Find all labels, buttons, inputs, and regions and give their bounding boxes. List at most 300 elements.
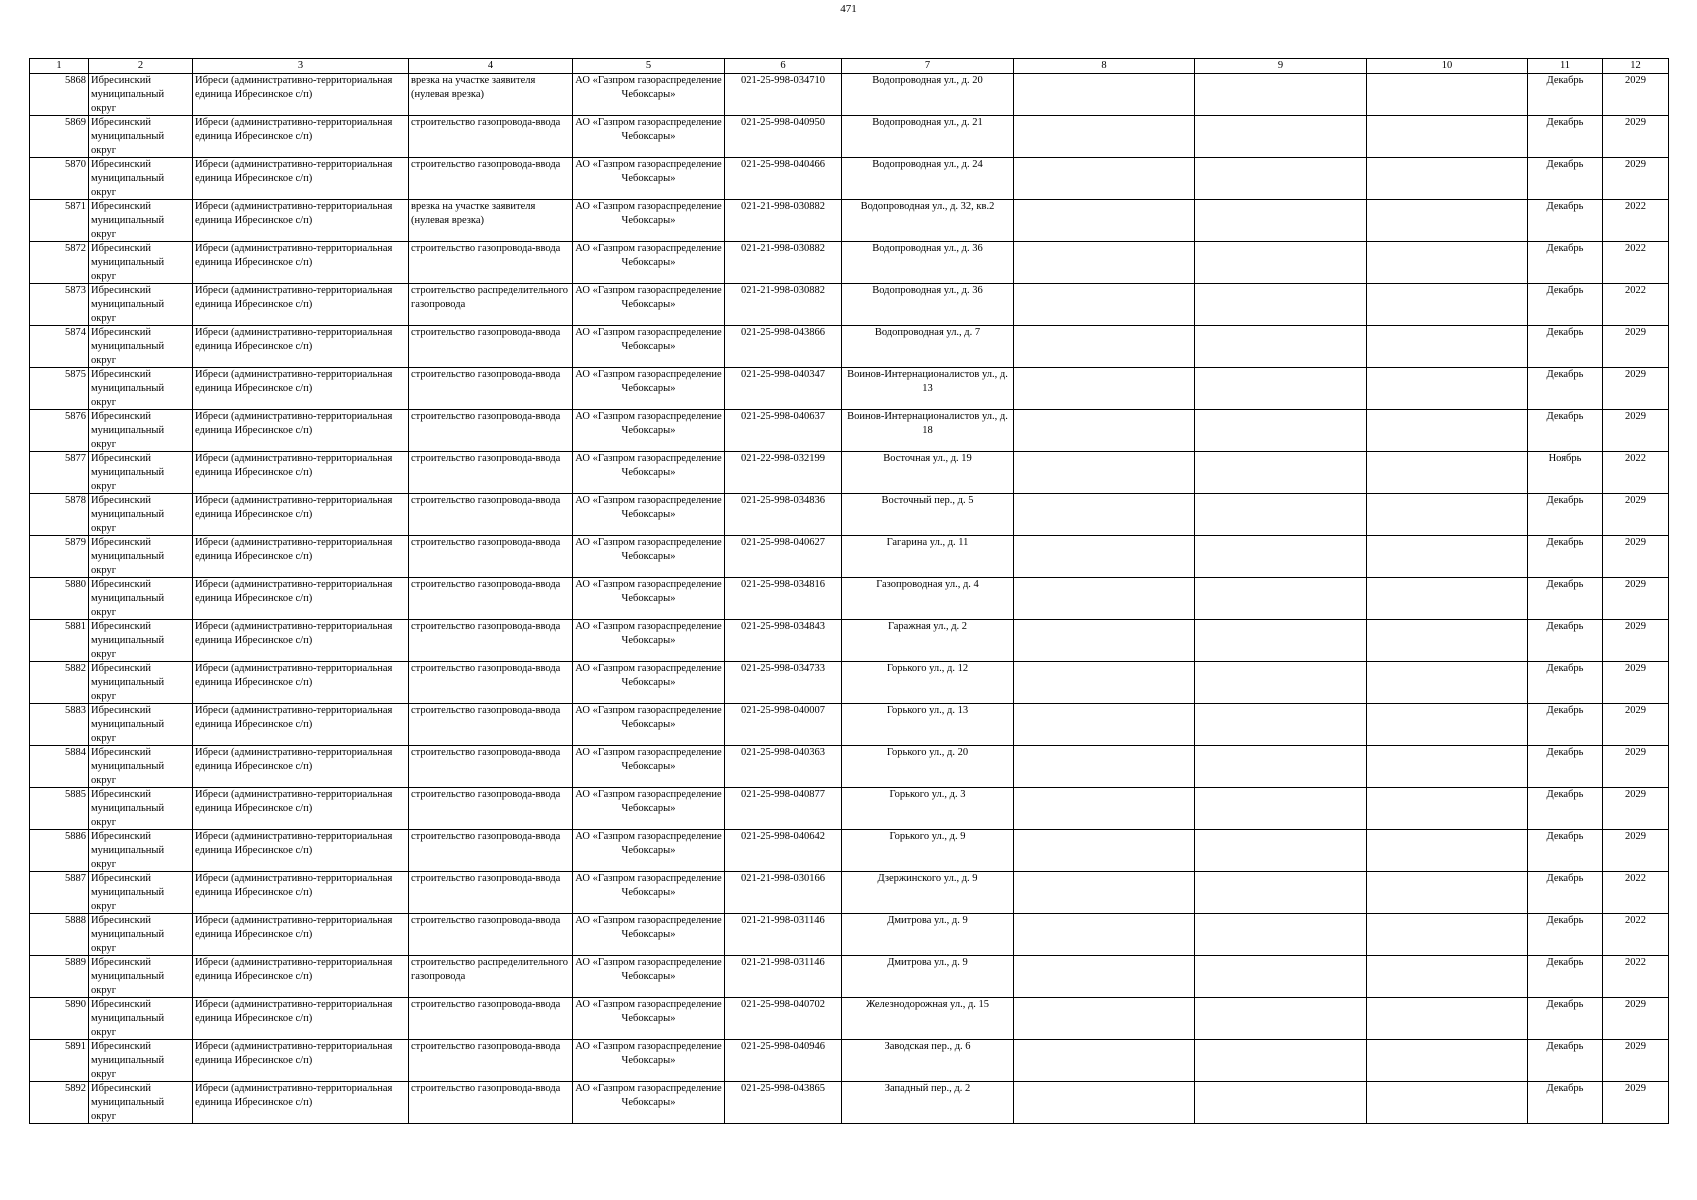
year-cell xyxy=(1603,74,1669,116)
settlement-cell-text: Ибреси (административно-территориальная единица Ибресинское с/п) xyxy=(195,243,393,268)
settlement-cell-text: Ибреси (административно-территориальная единица Ибресинское с/п) xyxy=(195,873,393,898)
month-cell xyxy=(1528,872,1603,914)
column-9-cell xyxy=(1195,242,1367,284)
district-cell-text: Ибресинский муниципальный округ xyxy=(91,1083,165,1122)
month-cell xyxy=(1528,746,1603,788)
row-number xyxy=(30,200,89,242)
year-cell xyxy=(1603,1040,1669,1082)
district-cell-text: Ибресинский муниципальный округ xyxy=(91,75,165,114)
month-cell xyxy=(1528,410,1603,452)
application-code-cell-text: 021-25-998-040950 xyxy=(741,117,825,128)
month-cell xyxy=(1528,242,1603,284)
table-row xyxy=(30,494,1669,536)
settlement-cell-text: Ибреси (административно-территориальная единица Ибресинское с/п) xyxy=(195,663,393,688)
month-cell xyxy=(1528,998,1603,1040)
settlement-cell-text: Ибреси (административно-территориальная единица Ибресинское с/п) xyxy=(195,285,393,310)
work-type-cell xyxy=(409,452,573,494)
month-cell-text: Декабрь xyxy=(1546,663,1584,674)
row-number xyxy=(30,536,89,578)
work-type-cell-text: строительство газопровода-ввода xyxy=(411,873,561,884)
column-header: 2 xyxy=(89,59,193,74)
column-8-cell xyxy=(1014,158,1195,200)
organization-cell-text: АО «Газпром газораспределение Чебоксары» xyxy=(575,831,722,856)
row-number-text: 5872 xyxy=(65,243,86,254)
column-8-cell xyxy=(1014,368,1195,410)
year-cell-text: 2029 xyxy=(1625,705,1646,716)
application-code-cell-text: 021-25-998-034816 xyxy=(741,579,825,590)
row-number xyxy=(30,788,89,830)
work-type-cell xyxy=(409,1040,573,1082)
organization-cell xyxy=(573,746,725,788)
column-10-cell xyxy=(1367,830,1528,872)
application-code-cell-text: 021-25-998-040702 xyxy=(741,999,825,1010)
address-cell-text: Западный пер., д. 2 xyxy=(884,1083,971,1094)
column-8-cell xyxy=(1014,326,1195,368)
year-cell-text: 2029 xyxy=(1625,999,1646,1010)
row-number xyxy=(30,368,89,410)
year-cell-text: 2029 xyxy=(1625,369,1646,380)
organization-cell xyxy=(573,536,725,578)
column-10-cell xyxy=(1367,158,1528,200)
district-cell-text: Ибресинский муниципальный округ xyxy=(91,495,165,534)
column-8-cell xyxy=(1014,242,1195,284)
settlement-cell xyxy=(193,284,409,326)
settlement-cell xyxy=(193,158,409,200)
row-number xyxy=(30,578,89,620)
year-cell xyxy=(1603,620,1669,662)
settlement-cell xyxy=(193,746,409,788)
work-type-cell xyxy=(409,746,573,788)
organization-cell-text: АО «Газпром газораспределение Чебоксары» xyxy=(575,117,722,142)
work-type-cell-text: строительство газопровода-ввода xyxy=(411,327,561,338)
row-number xyxy=(30,746,89,788)
row-number-text: 5868 xyxy=(65,75,86,86)
application-code-cell-text: 021-25-998-040642 xyxy=(741,831,825,842)
row-number-text: 5878 xyxy=(65,495,86,506)
application-code-cell-text: 021-21-998-031146 xyxy=(741,957,825,968)
row-number-text: 5891 xyxy=(65,1041,86,1052)
address-cell-text: Горького ул., д. 9 xyxy=(889,831,966,842)
organization-cell xyxy=(573,284,725,326)
application-code-cell xyxy=(725,620,842,662)
column-9-cell xyxy=(1195,200,1367,242)
column-header: 3 xyxy=(193,59,409,74)
month-cell-text: Ноябрь xyxy=(1548,453,1582,464)
organization-cell xyxy=(573,74,725,116)
month-cell-text: Декабрь xyxy=(1546,1083,1584,1094)
settlement-cell-text: Ибреси (административно-территориальная единица Ибресинское с/п) xyxy=(195,369,393,394)
work-type-cell-text: строительство газопровода-ввода xyxy=(411,621,561,632)
organization-cell xyxy=(573,956,725,998)
organization-cell xyxy=(573,368,725,410)
month-cell-text: Декабрь xyxy=(1546,117,1584,128)
address-cell xyxy=(842,872,1014,914)
column-10-cell xyxy=(1367,74,1528,116)
organization-cell-text: АО «Газпром газораспределение Чебоксары» xyxy=(575,663,722,688)
organization-cell-text: АО «Газпром газораспределение Чебоксары» xyxy=(575,957,722,982)
settlement-cell xyxy=(193,116,409,158)
district-cell-text: Ибресинский муниципальный округ xyxy=(91,579,165,618)
column-10-cell xyxy=(1367,116,1528,158)
column-header: 6 xyxy=(725,59,842,74)
organization-cell xyxy=(573,914,725,956)
settlement-cell xyxy=(193,830,409,872)
month-cell xyxy=(1528,200,1603,242)
work-type-cell-text: строительство газопровода-ввода xyxy=(411,159,561,170)
year-cell xyxy=(1603,830,1669,872)
year-cell xyxy=(1603,452,1669,494)
row-number-text: 5887 xyxy=(65,873,86,884)
settlement-cell xyxy=(193,452,409,494)
settlement-cell xyxy=(193,998,409,1040)
row-number-text: 5892 xyxy=(65,1083,86,1094)
work-type-cell xyxy=(409,620,573,662)
address-cell-text: Восточный пер., д. 5 xyxy=(881,495,974,506)
year-cell xyxy=(1603,578,1669,620)
year-cell xyxy=(1603,788,1669,830)
settlement-cell-text: Ибреси (административно-территориальная единица Ибресинское с/п) xyxy=(195,579,393,604)
table-row xyxy=(30,452,1669,494)
district-cell-text: Ибресинский муниципальный округ xyxy=(91,915,165,954)
year-cell-text: 2029 xyxy=(1625,159,1646,170)
column-10-cell xyxy=(1367,872,1528,914)
address-cell-text: Газопроводная ул., д. 4 xyxy=(876,579,979,590)
work-type-cell-text: строительство газопровода-ввода xyxy=(411,915,561,926)
organization-cell xyxy=(573,998,725,1040)
settlement-cell-text: Ибреси (административно-территориальная единица Ибресинское с/п) xyxy=(195,75,393,100)
table-row xyxy=(30,1040,1669,1082)
row-number-text: 5879 xyxy=(65,537,86,548)
application-code-cell xyxy=(725,1082,842,1124)
year-cell xyxy=(1603,536,1669,578)
organization-cell xyxy=(573,410,725,452)
year-cell xyxy=(1603,914,1669,956)
organization-cell xyxy=(573,494,725,536)
month-cell-text: Декабрь xyxy=(1546,411,1584,422)
column-9-cell xyxy=(1195,830,1367,872)
month-cell xyxy=(1528,620,1603,662)
settlement-cell-text: Ибреси (административно-территориальная единица Ибресинское с/п) xyxy=(195,999,393,1024)
address-cell-text: Водопроводная ул., д. 36 xyxy=(872,285,983,296)
month-cell-text: Декабрь xyxy=(1546,915,1584,926)
row-number xyxy=(30,1082,89,1124)
settlement-cell-text: Ибреси (административно-территориальная единица Ибресинское с/п) xyxy=(195,1083,393,1108)
address-cell xyxy=(842,536,1014,578)
work-type-cell xyxy=(409,158,573,200)
column-9-cell xyxy=(1195,788,1367,830)
district-cell xyxy=(89,662,193,704)
column-10-cell xyxy=(1367,536,1528,578)
district-cell-text: Ибресинский муниципальный округ xyxy=(91,159,165,198)
address-cell xyxy=(842,620,1014,662)
column-9-cell xyxy=(1195,662,1367,704)
work-type-cell-text: врезка на участке заявителя (нулевая врезка) xyxy=(411,201,536,226)
work-type-cell xyxy=(409,368,573,410)
column-header: 7 xyxy=(842,59,1014,74)
column-header: 5 xyxy=(573,59,725,74)
settlement-cell xyxy=(193,578,409,620)
address-cell-text: Дмитрова ул., д. 9 xyxy=(887,915,968,926)
row-number xyxy=(30,116,89,158)
organization-cell-text: АО «Газпром газораспределение Чебоксары» xyxy=(575,285,722,310)
address-cell xyxy=(842,1040,1014,1082)
year-cell xyxy=(1603,326,1669,368)
table-row xyxy=(30,200,1669,242)
year-cell-text: 2029 xyxy=(1625,117,1646,128)
application-code-cell xyxy=(725,452,842,494)
settlement-cell xyxy=(193,494,409,536)
month-cell-text: Декабрь xyxy=(1546,831,1584,842)
organization-cell xyxy=(573,830,725,872)
address-cell xyxy=(842,662,1014,704)
address-cell-text: Водопроводная ул., д. 21 xyxy=(872,117,983,128)
district-cell-text: Ибресинский муниципальный округ xyxy=(91,117,165,156)
column-9-cell xyxy=(1195,284,1367,326)
application-code-cell xyxy=(725,326,842,368)
district-cell-text: Ибресинский муниципальный округ xyxy=(91,411,165,450)
application-code-cell-text: 021-21-998-030882 xyxy=(741,201,825,212)
organization-cell xyxy=(573,1082,725,1124)
district-cell-text: Ибресинский муниципальный округ xyxy=(91,453,165,492)
column-10-cell xyxy=(1367,704,1528,746)
month-cell-text: Декабрь xyxy=(1546,1041,1584,1052)
column-9-cell xyxy=(1195,620,1367,662)
settlement-cell xyxy=(193,536,409,578)
work-type-cell xyxy=(409,536,573,578)
row-number-text: 5876 xyxy=(65,411,86,422)
table-row xyxy=(30,1082,1669,1124)
district-cell xyxy=(89,998,193,1040)
column-8-cell xyxy=(1014,74,1195,116)
application-code-cell-text: 021-21-998-030166 xyxy=(741,873,825,884)
district-cell-text: Ибресинский муниципальный округ xyxy=(91,705,165,744)
row-number xyxy=(30,830,89,872)
district-cell-text: Ибресинский муниципальный округ xyxy=(91,831,165,870)
year-cell-text: 2022 xyxy=(1625,285,1646,296)
application-code-cell xyxy=(725,368,842,410)
organization-cell-text: АО «Газпром газораспределение Чебоксары» xyxy=(575,369,722,394)
year-cell-text: 2029 xyxy=(1625,1041,1646,1052)
district-cell xyxy=(89,620,193,662)
row-number-text: 5886 xyxy=(65,831,86,842)
row-number-text: 5885 xyxy=(65,789,86,800)
application-code-cell xyxy=(725,200,842,242)
column-8-cell xyxy=(1014,620,1195,662)
column-9-cell xyxy=(1195,704,1367,746)
settlement-cell xyxy=(193,74,409,116)
district-cell xyxy=(89,242,193,284)
month-cell xyxy=(1528,284,1603,326)
column-8-cell xyxy=(1014,872,1195,914)
settlement-cell-text: Ибреси (административно-территориальная единица Ибресинское с/п) xyxy=(195,1041,393,1066)
year-cell-text: 2022 xyxy=(1625,873,1646,884)
column-header: 10 xyxy=(1367,59,1528,74)
column-9-cell xyxy=(1195,956,1367,998)
row-number xyxy=(30,704,89,746)
column-10-cell xyxy=(1367,578,1528,620)
column-8-cell xyxy=(1014,410,1195,452)
column-8-cell xyxy=(1014,1040,1195,1082)
application-code-cell xyxy=(725,242,842,284)
district-cell xyxy=(89,914,193,956)
table-row xyxy=(30,578,1669,620)
work-type-cell xyxy=(409,956,573,998)
year-cell xyxy=(1603,956,1669,998)
settlement-cell xyxy=(193,662,409,704)
application-code-cell-text: 021-25-998-043865 xyxy=(741,1083,825,1094)
year-cell-text: 2029 xyxy=(1625,621,1646,632)
row-number xyxy=(30,1040,89,1082)
table-row xyxy=(30,956,1669,998)
month-cell-text: Декабрь xyxy=(1546,201,1584,212)
application-code-cell xyxy=(725,914,842,956)
year-cell-text: 2029 xyxy=(1625,831,1646,842)
month-cell-text: Декабрь xyxy=(1546,369,1584,380)
month-cell xyxy=(1528,1040,1603,1082)
address-cell-text: Восточная ул., д. 19 xyxy=(883,453,972,464)
year-cell xyxy=(1603,494,1669,536)
table-row xyxy=(30,998,1669,1040)
column-8-cell xyxy=(1014,788,1195,830)
settlement-cell xyxy=(193,956,409,998)
work-type-cell-text: строительство газопровода-ввода xyxy=(411,579,561,590)
column-8-cell xyxy=(1014,494,1195,536)
work-type-cell xyxy=(409,284,573,326)
table-row xyxy=(30,242,1669,284)
work-type-cell-text: строительство газопровода-ввода xyxy=(411,999,561,1010)
application-code-cell-text: 021-25-998-040946 xyxy=(741,1041,825,1052)
district-cell xyxy=(89,116,193,158)
application-code-cell xyxy=(725,116,842,158)
column-9-cell xyxy=(1195,872,1367,914)
address-cell xyxy=(842,704,1014,746)
column-number-row xyxy=(30,59,1669,74)
column-10-cell xyxy=(1367,788,1528,830)
column-9-cell xyxy=(1195,914,1367,956)
year-cell-text: 2029 xyxy=(1625,663,1646,674)
column-10-cell xyxy=(1367,620,1528,662)
address-cell xyxy=(842,242,1014,284)
month-cell xyxy=(1528,368,1603,410)
organization-cell-text: АО «Газпром газораспределение Чебоксары» xyxy=(575,159,722,184)
settlement-cell xyxy=(193,872,409,914)
organization-cell-text: АО «Газпром газораспределение Чебоксары» xyxy=(575,999,722,1024)
organization-cell-text: АО «Газпром газораспределение Чебоксары» xyxy=(575,411,722,436)
address-cell-text: Горького ул., д. 12 xyxy=(886,663,969,674)
year-cell-text: 2022 xyxy=(1625,915,1646,926)
column-9-cell xyxy=(1195,158,1367,200)
address-cell-text: Горького ул., д. 20 xyxy=(886,747,969,758)
column-8-cell xyxy=(1014,200,1195,242)
organization-cell xyxy=(573,578,725,620)
month-cell-text: Декабрь xyxy=(1546,621,1584,632)
column-10-cell xyxy=(1367,914,1528,956)
work-type-cell-text: строительство распределительного газопровода xyxy=(411,957,569,982)
district-cell xyxy=(89,200,193,242)
column-8-cell xyxy=(1014,452,1195,494)
work-type-cell xyxy=(409,494,573,536)
address-cell-text: Дзержинского ул., д. 9 xyxy=(877,873,978,884)
column-10-cell xyxy=(1367,662,1528,704)
month-cell xyxy=(1528,830,1603,872)
work-type-cell xyxy=(409,998,573,1040)
year-cell-text: 2029 xyxy=(1625,1083,1646,1094)
row-number xyxy=(30,284,89,326)
address-cell xyxy=(842,116,1014,158)
application-code-cell xyxy=(725,746,842,788)
application-code-cell xyxy=(725,788,842,830)
district-cell xyxy=(89,158,193,200)
year-cell-text: 2029 xyxy=(1625,495,1646,506)
work-type-cell-text: строительство газопровода-ввода xyxy=(411,705,561,716)
district-cell xyxy=(89,746,193,788)
organization-cell xyxy=(573,452,725,494)
row-number-text: 5871 xyxy=(65,201,86,212)
application-code-cell-text: 021-21-998-030882 xyxy=(741,243,825,254)
year-cell xyxy=(1603,746,1669,788)
row-number xyxy=(30,956,89,998)
year-cell xyxy=(1603,158,1669,200)
work-type-cell xyxy=(409,872,573,914)
table-row xyxy=(30,620,1669,662)
month-cell xyxy=(1528,662,1603,704)
work-type-cell xyxy=(409,116,573,158)
district-cell xyxy=(89,452,193,494)
application-code-cell-text: 021-25-998-040637 xyxy=(741,411,825,422)
district-cell-text: Ибресинский муниципальный округ xyxy=(91,789,165,828)
settlement-cell-text: Ибреси (административно-территориальная единица Ибресинское с/п) xyxy=(195,327,393,352)
address-cell-text: Водопроводная ул., д. 24 xyxy=(872,159,983,170)
year-cell-text: 2029 xyxy=(1625,579,1646,590)
application-code-cell-text: 021-25-998-040363 xyxy=(741,747,825,758)
address-cell-text: Водопроводная ул., д. 32, кв.2 xyxy=(860,201,995,212)
organization-cell xyxy=(573,662,725,704)
row-number-text: 5889 xyxy=(65,957,86,968)
organization-cell-text: АО «Газпром газораспределение Чебоксары» xyxy=(575,201,722,226)
table-row xyxy=(30,914,1669,956)
address-cell xyxy=(842,200,1014,242)
row-number-text: 5873 xyxy=(65,285,86,296)
settlement-cell xyxy=(193,200,409,242)
address-cell-text: Дмитрова ул., д. 9 xyxy=(887,957,968,968)
work-type-cell-text: строительство газопровода-ввода xyxy=(411,663,561,674)
column-10-cell xyxy=(1367,494,1528,536)
year-cell-text: 2029 xyxy=(1625,411,1646,422)
organization-cell-text: АО «Газпром газораспределение Чебоксары» xyxy=(575,243,722,268)
work-type-cell-text: строительство газопровода-ввода xyxy=(411,537,561,548)
column-9-cell xyxy=(1195,1040,1367,1082)
application-code-cell-text: 021-25-998-034733 xyxy=(741,663,825,674)
settlement-cell xyxy=(193,326,409,368)
address-cell-text: Воинов-Интернационалистов ул., д. 18 xyxy=(847,411,1008,436)
district-cell-text: Ибресинский муниципальный округ xyxy=(91,747,165,786)
district-cell-text: Ибресинский муниципальный округ xyxy=(91,663,165,702)
application-code-cell-text: 021-25-998-040007 xyxy=(741,705,825,716)
month-cell xyxy=(1528,788,1603,830)
year-cell xyxy=(1603,242,1669,284)
month-cell-text: Декабрь xyxy=(1546,285,1584,296)
district-cell-text: Ибресинский муниципальный округ xyxy=(91,201,165,240)
settlement-cell-text: Ибреси (административно-территориальная единица Ибресинское с/п) xyxy=(195,411,393,436)
district-cell-text: Ибресинский муниципальный округ xyxy=(91,999,165,1038)
organization-cell-text: АО «Газпром газораспределение Чебоксары» xyxy=(575,579,722,604)
address-cell-text: Заводская пер., д. 6 xyxy=(884,1041,971,1052)
month-cell-text: Декабрь xyxy=(1546,537,1584,548)
column-8-cell xyxy=(1014,704,1195,746)
column-9-cell xyxy=(1195,452,1367,494)
address-cell xyxy=(842,284,1014,326)
row-number xyxy=(30,872,89,914)
